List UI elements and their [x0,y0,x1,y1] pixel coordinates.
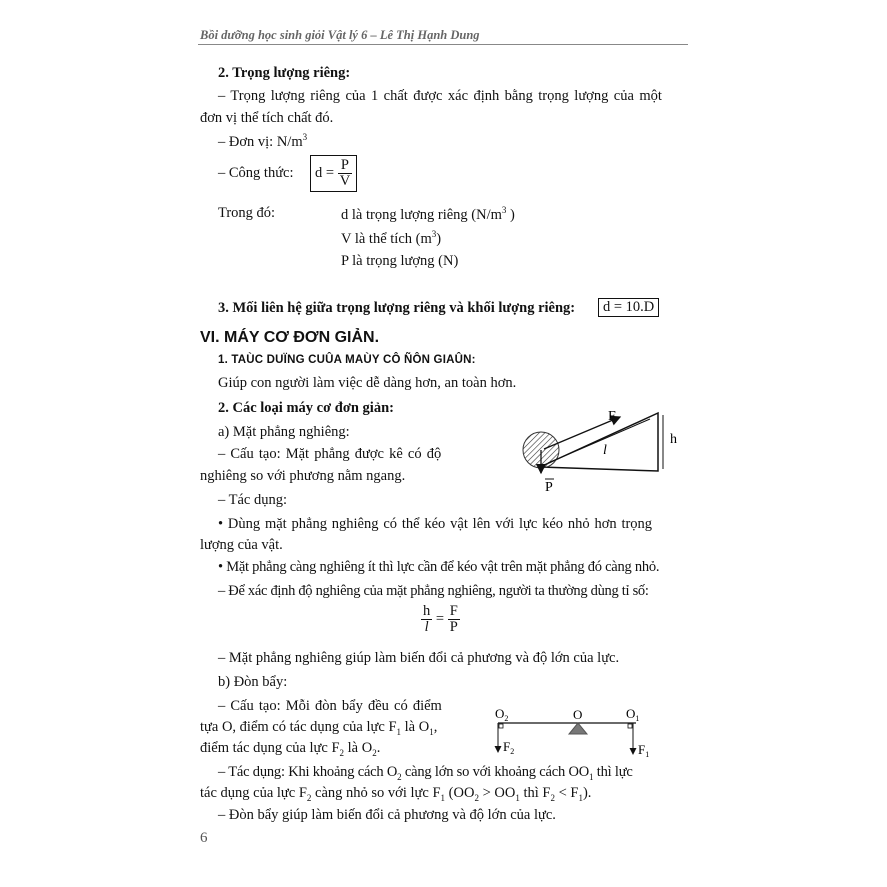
incline-label-h: h [670,432,677,447]
unit-line [218,132,307,151]
lever-e2-e: thì F [519,785,551,801]
where-2-end: ) [436,230,442,247]
subheading-cac-loai: 2. Các loại máy cơ đơn giản: [218,400,394,416]
lever-s2-sub: 1 [396,726,402,737]
lever-e2-b: càng nhỏ so với lực F [311,785,441,801]
relation-formula-box: d = 10.D [598,298,659,317]
header-title: Bồi dưỡng học sinh giỏi Vật lý 6 – Lê Thị Hạnh Dung [200,28,480,42]
incline-bullet-2: • Mặt phẳng càng nghiêng ít thì lực cần để kéo vật trên mặt phẳng đó càng nhỏ. [218,559,660,575]
lever-e1-sub2: 1 [589,771,594,782]
unit-text: – Đơn vị: N/m [218,133,303,150]
lever-e2-sub5: 2 [550,792,555,803]
lever-e2-a: tác dụng của lực F [200,785,307,801]
fulcrum-icon [569,723,587,734]
lever-effect-1 [218,764,633,782]
lever-s3-c: . [376,740,381,756]
lever-s3-sub2: 2 [372,747,377,758]
lever-s2-c: , [433,719,438,735]
formula-box [310,155,357,192]
lever-structure-1: – Cấu tạo: Mỗi đòn bẩy đều có điểm [218,698,442,714]
lever-s2-a: tựa O, điểm có tác dụng của lực F [200,719,397,735]
ratio-formula [421,604,460,635]
lever-label-F2: $F_2$ [503,739,515,756]
ratio-description: – Để xác định độ nghiêng của mặt phẳng nghiêng, người ta thường dùng tỉ số: [218,583,649,599]
right-angle-O2 [499,724,503,728]
lever-e2-sub: 2 [306,792,312,803]
lever-s3-a: điểm tác dụng của lực F [200,740,340,756]
heading-may-co-don-gian: VI. MÁY CƠ ĐƠN GIẢN. [200,329,380,346]
lever-e1-sub: 2 [397,771,402,782]
lever-s3-b: là O [344,740,373,756]
incline-diagram [510,405,690,500]
page-number: 6 [200,830,208,846]
lever-label-O1: $O_1$ [626,706,640,723]
formula-left: d = [315,164,335,181]
lever-label-O2: $O_2$ [495,706,509,723]
lever-label-O: O [573,707,583,722]
incline-label-F: F [608,409,616,424]
lever-diagram [488,700,668,762]
where-line-2 [341,229,441,248]
right-angle-O1 [628,724,632,728]
lever-e1-a: – Tác dụng: Khi khoảng cách O [218,764,398,780]
ratio-F: F [449,603,458,619]
lever-s3-sub: 2 [339,747,345,758]
subheading-tac-dung: 1. TAÙC DUÏNG CUÛA MAÙY CÔ ÑÔN GIAÛN: [218,354,476,366]
formula-label: – Công thức: [218,165,294,181]
lever-structure-3 [200,740,380,758]
lever-e1-b: càng lớn so với khoảng cách OO [401,764,590,780]
heading-trong-luong-rieng: 2. Trọng lượng riêng: [218,65,351,81]
ratio-left [421,604,432,635]
heading-relation: 3. Mối liên hệ giữa trọng lượng riêng và khối lượng riêng: [218,300,576,316]
lever-e2-g: ). [582,785,592,801]
where-line-1 [341,205,515,224]
lever-e2-sub6: 1 [578,792,583,803]
ratio-l: l [424,619,429,635]
incline-triangle [540,413,658,471]
where-2-text: V là thể tích (m [341,230,432,247]
where-label: Trong đó: [218,205,276,221]
lever-heading: b) Đòn bẩy: [218,674,288,690]
lever-change: – Đòn bẩy giúp làm biến đổi cả phương và độ lớn của lực. [218,807,556,823]
header-divider [198,44,688,45]
where-1-text: d là trọng lượng riêng (N/m [341,206,502,223]
lever-e2-sub3: 2 [474,792,479,803]
where-line-3: P là trọng lượng (N) [341,253,459,269]
lever-effect-2 [200,785,591,803]
lever-e1-c: thì lực [593,764,633,780]
lever-e2-sub2: 1 [440,792,446,803]
definition-line-2: đơn vị thể tích chất đó. [200,110,334,126]
ratio-equals: = [435,610,445,627]
definition-line-1: – Trọng lượng riêng của 1 chất được xác định bằng trọng lượng của một [218,88,662,104]
lever-e2-sub4: 1 [515,792,520,803]
incline-bullet-1a: • Dùng mặt phẳng nghiêng có thể kéo vật lên với lực kéo nhỏ hơn trọng [218,516,653,532]
where-1-end: ) [506,206,515,223]
formula-fraction [338,158,352,189]
ratio-right [448,604,460,635]
incline-heading: a) Mặt phẳng nghiêng: [218,424,350,440]
formula-numerator: P [338,158,352,174]
formula-denominator: V [339,173,351,189]
incline-structure-1: – Cấu tạo: Mặt phẳng được kê có độ [218,446,442,462]
lever-s2-b: là O [401,719,430,735]
ratio-h: h [423,603,431,619]
lever-s2-sub2: 1 [429,726,434,737]
incline-effect-label: – Tác dụng: [218,492,287,508]
lever-e2-f: < F [554,785,579,801]
where-2-exp: 3 [431,229,437,239]
where-1-exp: 3 [501,205,507,215]
incline-label-l: l [603,443,607,458]
lever-e2-c: (OO [445,785,475,801]
ratio-P: P [449,619,458,635]
use-line: Giúp con người làm việc dễ dàng hơn, an toàn hơn. [218,375,517,391]
lever-structure-2 [200,719,437,737]
unit-exponent: 3 [302,132,308,142]
lever-e2-d: > OO [478,785,516,801]
incline-change: – Mặt phẳng nghiêng giúp làm biến đổi cả phương và độ lớn của lực. [218,650,620,666]
lever-label-F1: $F_1$ [638,742,650,759]
incline-label-P: P [545,480,553,495]
incline-bullet-1b: lượng của vật. [200,537,283,553]
incline-structure-2: nghiêng so với phương nằm ngang. [200,468,406,484]
